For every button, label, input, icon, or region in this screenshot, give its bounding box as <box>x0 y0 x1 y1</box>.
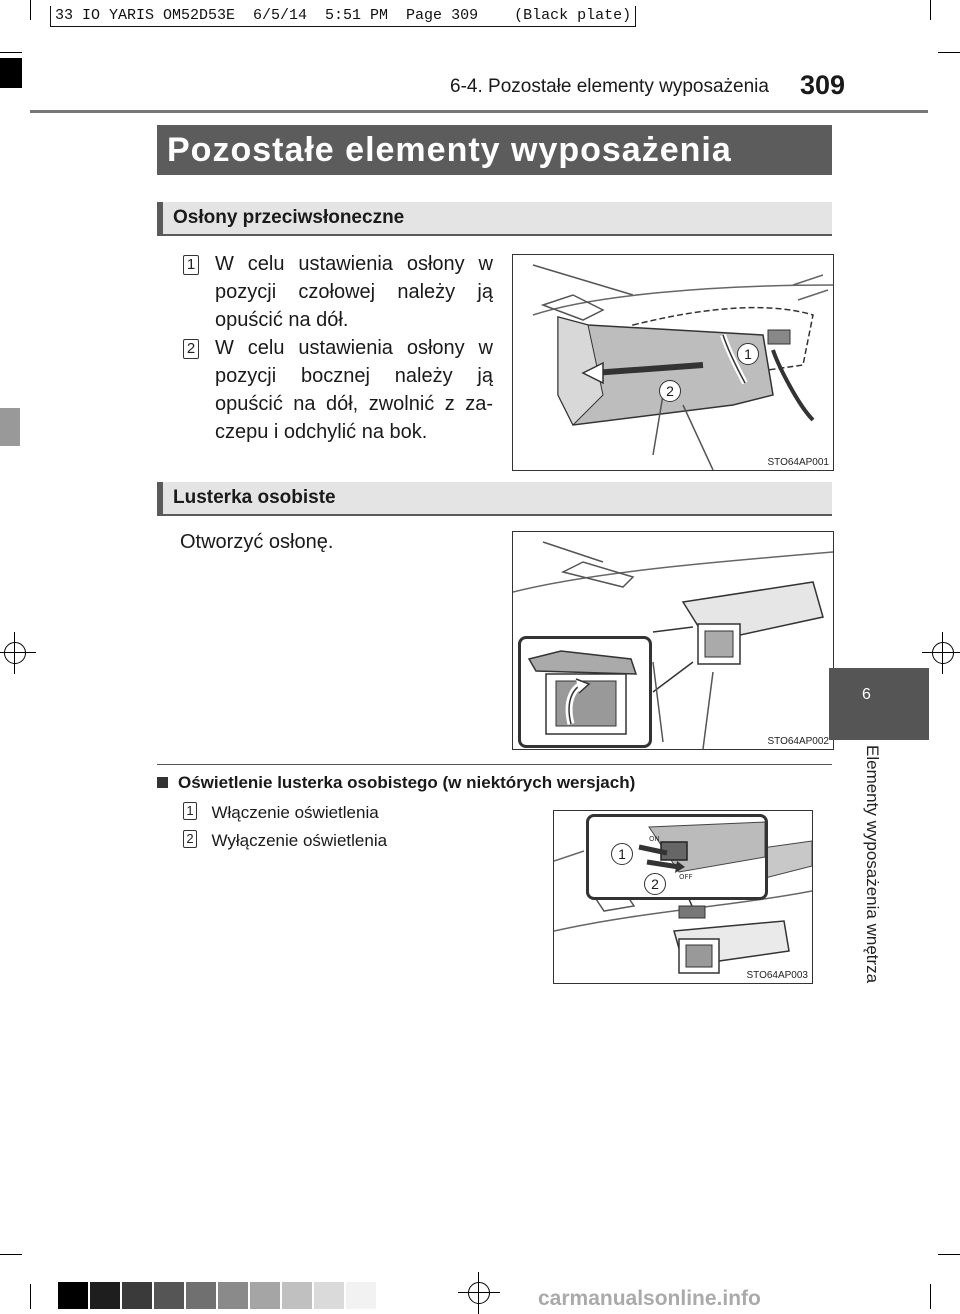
item-number: 1 <box>183 802 197 820</box>
callout-1: 1 <box>611 843 633 865</box>
instruction-text: Otworzyć osłonę. <box>180 531 334 553</box>
item-text: Włączenie oświetlenia <box>211 803 379 822</box>
subsection-heading-text: Oświetlenie lusterka osobistego (w niektórych wersjach) <box>178 773 636 792</box>
color-swatch <box>58 1282 88 1309</box>
step-number: 2 <box>183 339 199 359</box>
mirror-light-illustration <box>553 810 813 984</box>
mirror-detail-inset <box>518 636 652 748</box>
step-1 <box>183 250 493 334</box>
footer-watermark: carmanualsonline.info <box>538 1287 761 1310</box>
crop-mark <box>930 1284 931 1309</box>
mirror-detail-drawing <box>521 639 649 745</box>
image-code: STO64AP003 <box>746 970 808 981</box>
running-header-section: 6-4. Pozostałe elementy wyposażenia <box>450 76 769 97</box>
color-swatch <box>314 1282 344 1309</box>
section-heading-vanity-mirrors: Lusterka osobiste <box>157 482 832 516</box>
vanity-mirror-illustration <box>512 531 834 750</box>
chapter-number: 6 <box>862 686 871 703</box>
crop-mark <box>30 1284 31 1309</box>
page-title: Pozostałe elementy wyposażenia <box>157 125 832 175</box>
switch-off-label: OFF <box>679 873 693 881</box>
color-swatch <box>186 1282 216 1309</box>
sun-visor-illustration <box>512 254 834 471</box>
color-swatch <box>346 1282 376 1309</box>
crop-mark <box>938 1254 960 1255</box>
callout-2: 2 <box>644 873 666 895</box>
switch-on-label: ON <box>649 835 660 843</box>
header-rule <box>30 110 928 113</box>
callout-2: 2 <box>659 380 681 402</box>
step-text: W celu ustawienia osłony w pozycji czołowej należy ją opuścić na dół. <box>215 253 493 331</box>
color-swatch <box>122 1282 152 1309</box>
item-text: Wyłączenie oświetlenia <box>211 831 388 850</box>
step-text: W celu ustawienia osłony w pozycji bocznej należy ją opuścić na dół, zwolnić z za-czepu i odchylić na bok. <box>215 337 493 443</box>
color-swatch <box>90 1282 120 1309</box>
item-number: 2 <box>183 830 197 848</box>
color-swatch <box>282 1282 312 1309</box>
crop-mark <box>930 0 931 20</box>
edge-tab-marker <box>0 408 20 446</box>
section-divider <box>157 764 832 765</box>
list-item <box>183 830 387 852</box>
registration-mark <box>464 1278 494 1308</box>
switch-detail-inset <box>586 814 768 900</box>
step-number: 1 <box>183 255 199 275</box>
color-swatch <box>250 1282 280 1309</box>
list-item <box>183 802 379 824</box>
corner-block <box>0 58 22 88</box>
image-code: STO64AP001 <box>767 457 829 468</box>
subsection-heading-mirror-lights <box>157 773 635 793</box>
callout-1: 1 <box>737 343 759 365</box>
color-swatch <box>218 1282 248 1309</box>
color-swatch <box>154 1282 184 1309</box>
square-bullet-icon <box>157 777 168 788</box>
page-number: 309 <box>800 70 846 100</box>
chapter-tab <box>829 668 929 740</box>
chapter-title-vertical: Elementy wyposażenia wnętrza <box>863 745 882 984</box>
step-2 <box>183 334 493 446</box>
registration-mark <box>0 638 30 668</box>
image-code: STO64AP002 <box>767 736 829 747</box>
sun-visor-drawing <box>513 255 833 470</box>
crop-mark <box>0 1254 22 1255</box>
registration-mark <box>928 638 958 668</box>
print-header: 33 IO YARIS OM52D53E 6/5/14 5:51 PM Page 309 (Black plate) <box>50 6 636 27</box>
crop-mark <box>30 0 31 20</box>
section-heading-sun-visors: Osłony przeciwsłoneczne <box>157 202 832 236</box>
crop-mark <box>938 52 960 53</box>
crop-mark <box>0 52 22 53</box>
